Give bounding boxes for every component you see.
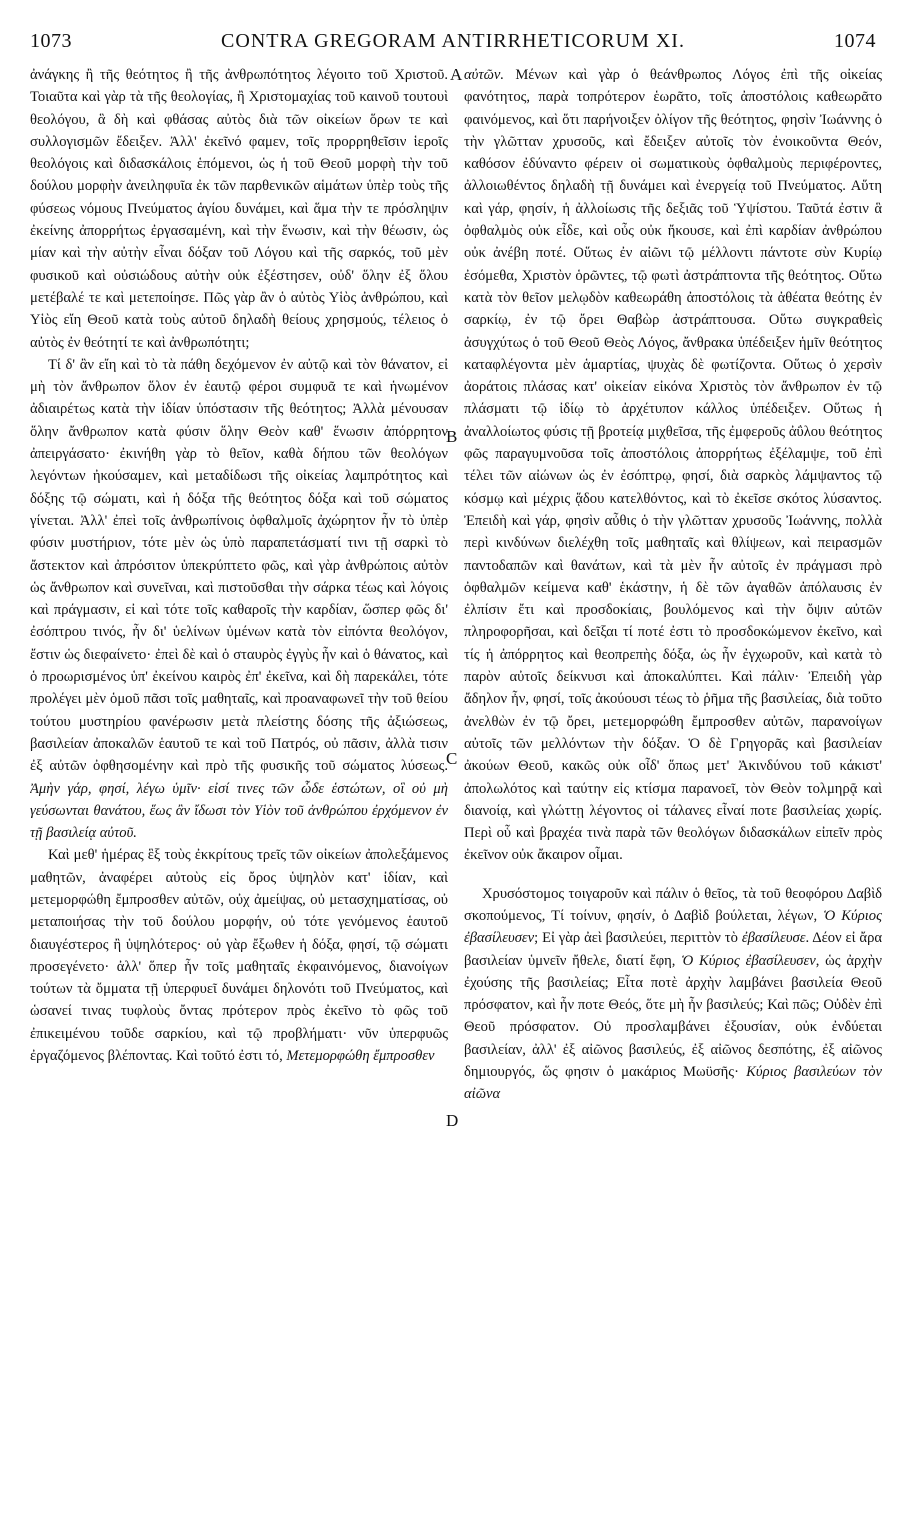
- paragraph-text: Μένων καὶ γὰρ ὁ θεάνθρωπος Λόγος ἐπὶ τῆς οἰκείας φανότητος, παρὰ τοπρότερον ἑωρᾶτο, τοῖς ἀποστόλοις καθεωρᾶτο φαινόμενος, καὶ ὅτι παρήνοιξεν ὀλίγον τῆς θεότητος, φησὶν Ἰωάννης ὁ τὴν γλῶτταν χρυσοῦς, καὶ ἔδειξεν αὐτοῖς τὸν ἐνοικοῦντα Θεόν, καθόσον ἐδύναντο φέρειν οἱ σωματικοὺς ὀφθαλμοὺς περιφέροντες, ἀλλοιωθέντος δηλαδὴ τῇ δυνάμει καὶ ἐνεργείᾳ τοῦ Πνεύματος. Αὕτη καὶ γάρ, φησίν, ἡ ἀλλοίωσις τῆς δεξιᾶς τοῦ Ὑψίστου. Ταῦτά ἐστιν ἃ ὀφθαλμὸς οὐκ εἶδε, καὶ οὖς οὐκ ἤκουσε, καὶ ἐπὶ καρδίαν ἀνθρώπου οὐκ ἀνέβη ποτέ. Οὕτως ἐν αἰῶνι τῷ μέλλοντι πάντοτε σὺν Κυρίῳ ἐσόμεθα, Χριστὸν ὁρῶντες, τῷ φωτὶ ἀστράπτοντα τῆς θεότητος. Οὕτω κατὰ τὸν θεῖον μελῳδὸν καθεωράθη ἀποστόλοις τὰ ἀθέατα θεότης ἐν σαρκίῳ, ἐν τῷ ὄρει Θαβὼρ ἀστράπτουσα. Οὕτω συγκραθεὶς ἀσυγχύτως ὁ τοῦ Θεοῦ Θεὸς Λόγος, ἄνθρακα ὑπέδειξεν ἡμῖν θεότητος καταφλέγοντα μὲν ἁμαρτίας, ψυχὰς δὲ φωτίζοντα. Οὕτως ὁ χερσὶν ἀοράτοις πλάσας κατ' οἰκείαν εἰκόνα Χριστὸς τὸν ἄνθρωπον ἐν τῷ πλάσματι τῷ ἰδίῳ τὸ ἀρχέτυπον κάλλος ὑπέδειξεν. Οὕτως ἡ ἀναλλοίωτος φύσις τῇ βροτείᾳ μιχθεῖσα, τῆς ἐμφεροῦς ἀΰλου θεότητος φῶς παραγυμνοῦσα τοῖς ἀποστόλοις ἀπορρήτως ἐξέλαμψε, τοῦ ἐπὶ τέλει τῶν αἰώνων ὡς ἐν ἐσόπτρῳ, φησί, διὰ σαρκὸς λάμψαντος τῷ κόσμῳ καὶ μέχρις ᾅδου κατελθόντος, καὶ τὸ ἐκεῖσε σκότος λύσαντος. Ἐπειδὴ καὶ γάρ, φησὶν αὖθις ὁ τὴν γλῶτταν χρυσοῦς Ἰωάννης, πολλὰ περὶ κινδύνων διελέχθη τοῖς μαθηταῖς καὶ θλίψεων, καὶ πειρασμῶν παντοδαπῶν καὶ θανάτων, καὶ τὰ μὲν ἦν αὐτοῖς ἐν πράγμασι πρὸ ὀφθαλμῶν κείμενα καθ' ἑκάστην, ἡ δὲ τῶν ἀγαθῶν ἀπόλαυσις ἐν ἐλπίσιν ἔτι καὶ προσδοκίαις, βουλόμενος καὶ τὴν ὄψιν αὐτῶν πληροφορῆσαι, καὶ δεῖξαι τί ποτέ ἐστι τὸ προσδοκώμενον ἐκεῖνο, καὶ τίς ἡ ἀπόρρητος καὶ θεοπρεπὴς δόξα, ὡς ἦν ἐγχωροῦν, καὶ κατὰ τὸ παρὸν αὐτοῖς δείκνυσι καὶ ἀποκαλύπτει. Καὶ πάλιν· Ἐπειδὴ γὰρ ἄδηλον ἦν, φησί, τοῖς ἀκούουσι τέως τὸ ῥῆμα τῆς βασιλείας, διὰ τοῦτο ἀνελθὼν ἐν τῷ ὄρει, μετεμορφώθη ἔμπροσθεν αὐτῶν, παρανοίγων αὐτοῖς τῶν μελλόντων τὴν δόξαν. Ὁ δὲ Γρηγορᾶς καὶ βασιλείαν ἀκούων Θεοῦ, κακῶς οὐκ οἶδ' ὅπως μετ' Ἀκινδύνου τοῦ κάκιστ' ἀπολωλότος καὶ ταύτην εἰς κτίσμα παρανοεῖ, τὸν Θεὸν τολμηρᾷ καὶ διανοίᾳ, καὶ γλώττῃ λέγοντος οἱ τάλανες εἶναί ποτε βασιλείας χωρίς. Περὶ οὗ καὶ βραχέα τινὰ παρὰ τῶν θεολόγων διδασκάλων εἰπεῖν πρὸς ἐκεῖνον οὐκ ἄκαιρον οἶμαι.: [464, 67, 882, 864]
- scripture-quote: ἐβασίλευσε: [741, 930, 806, 947]
- paragraph: [30, 354, 448, 845]
- paragraph-text: ; Εἰ γὰρ ἀεὶ βασιλεύει, περιττὸν τὸ: [534, 930, 738, 947]
- page-number-left: 1073: [30, 30, 72, 52]
- page-number-right: 1074: [834, 30, 876, 52]
- left-column: [30, 64, 448, 1534]
- paragraph-text: Χρυσόστομος τοιγαροῦν καὶ πάλιν ὁ θεῖος, τὰ τοῦ θεοφόρου Δαβὶδ σκοπούμενος, Τί τοίνυν, φησίν, ὁ Δαβὶδ βούλεται, λέγων,: [464, 885, 882, 924]
- paragraph-text: . Δέον εἰ ἄρα βασιλείαν ὑμνεῖν ἤθελε, διατί ἔφη,: [464, 930, 882, 969]
- paragraph-text: , ὡς ἀρχὴν ἐχούσης τῆς βασιλείας; Εἶτα ποτὲ ἀρχὴν λαμβάνει βασιλεία Θεοῦ πρόσφατον, καὶ ἦν ποτε Θεός, ὅτε μὴ ἦν βασιλεύς; Καὶ πῶς; Οὐδὲν ἐπὶ Θεοῦ πρόσφατον. Οὐ προσλαμβάνει ἐξουσίαν, οὐκ ἐνδύεται βασιλείαν, ἀλλ' ἐξ αἰῶνος βασιλεύς, ἐξ αἰῶνος δεσπότης, ἐξ αἰῶνος δημιουργός, ὥς φησιν ὁ μακάριος Μωϋσῆς·: [464, 952, 882, 1081]
- scripture-quote: Ὁ Κύριος ἐβασίλευσεν: [464, 907, 882, 947]
- paragraph: ἀνάγκης ἢ τῆς θεότητος ἢ τῆς ἀνθρωπότητος λέγοιτο τοῦ Χριστοῦ. Τοιαῦτα καὶ γὰρ τὰ τῆς θεολογίας, ἢ Χριστομαχίας τοῦ καινοῦ τουτουὶ θεολόγου, ἃ δὴ καὶ φθάσας αὐτὸς διὰ τῶν οἰκείων ὅρων τε καὶ συλλογισμῶν ἔδειξεν. Ἀλλ' ἐκεῖνό φαμεν, τοῖς προρρηθεῖσιν ἱεροῖς θεολόγοις καὶ διδασκάλοις ἑπόμενοι, ὡς ἡ τοῦ Θεοῦ μορφὴ τὴν τοῦ δούλου μορφὴν ἀνειληφυῖα ἐκ τῶν παρθενικῶν αἱμάτων ὑπὲρ τοὺς τῆς φύσεως νόμους Πνεύματος ἁγίου δυνάμει, καὶ ἅμα τὴν τε πρόσληψιν ἐκείνης ἀπορρήτως ἐργασαμένη, καὶ τὴν ἕνωσιν, καὶ τὴν θέωσιν, ὡς μίαν καὶ τὴν αὐτὴν εἶναι δόξαν τοῦ Λόγου καὶ τῆς σαρκός, τοῦ μὲν φυσικοῦ καὶ οὐσιώδους αὐτὴν οὐκ ἐξέστησεν, οὐδ' ὅλην ἐξ ὅλου μετέβαλέ τε καὶ μετεποίησε. Πῶς γὰρ ἂν ὁ αὐτὸς Υἱὸς ἀνθρώπου, καὶ Υἱὸς εἴη Θεοῦ κατὰ τοὺς αὐτοῦ δηλαδὴ θείους χρησμούς, τέλειος ὁ αὐτὸς ἐν θεότητί τε καὶ ἀνθρωπότητι;: [30, 67, 448, 351]
- margin-marker-b: B: [446, 427, 458, 446]
- scripture-quote: Ἀμὴν γάρ, φησί, λέγω ὑμῖν· εἰσί τινες τῶν ὧδε ἑστώτων, οἳ οὐ μὴ γεύσωνται θανάτου, ἕως ἂν ἴδωσι τὸν Υἱὸν τοῦ ἀνθρώπου ἐρχόμενον ἐν τῇ βασιλείᾳ αὐτοῦ.: [30, 780, 448, 842]
- right-column: [464, 64, 882, 1534]
- paragraph: [464, 883, 882, 1106]
- scripture-quote: Κύριος βασιλεύων τὸν αἰῶνα: [464, 1064, 882, 1103]
- margin-marker-c: C: [446, 749, 458, 768]
- scripture-quote: Ὁ Κύριος ἐβασίλευσεν: [681, 952, 816, 969]
- margin-marker-d: D: [446, 1111, 459, 1130]
- paragraph-text: Τί δ' ἂν εἴη καὶ τὸ τὰ πάθη δεχόμενον ἐν αὐτῷ καὶ τὸν θάνατον, εἰ μὴ τὸν ἄνθρωπον ὅλον ἐν ἑαυτῷ φέροι συμφυᾶ τε καὶ ἡνωμένον ἀδιαιρέτως κατὰ τὴν ἰδίαν ὑπόστασιν τῆς θεότητος; Ἀλλὰ μένουσαν ὅλην ἄνθρωπον κατὰ φύσιν ὅλην Θεὸν καθ' ἕνωσιν ἀπόρρητον ἀπειργάσατο· ἐκινήθη γὰρ τὸ θεῖον, καθὰ δήπου τῶν θεολόγων λεγόντων ἠκούσαμεν, καὶ μεταδίδωσι τῆς οἰκείας λαμπρότητος καὶ δόξης τῷ σώματι, καὶ ἡ δόξα τῆς θεότητος δόξα καὶ τοῦ σώματος γίνεται. Ἀλλ' ἐπεὶ τοῖς ἀνθρωπίνοις ὀφθαλμοῖς ἀχώρητον ἦν τὸ ὑπὲρ φύσιν μυστήριον, τότε μὲν ὡς ὑπὸ παραπετάσματί τινι τῇ σαρκὶ τὸ ἄστεκτον καὶ ἀπρόσιτον ὑπεκρύπτετο φῶς, καὶ γὰρ ἀνθρώποις αὐτὸν ὡς ἄνθρωπον καὶ συνεῖναι, καὶ πιστοῦσθαι τὴν σάρκα τέως καὶ λόγοις καὶ πράγμασιν, εἰ καὶ τότε τοῖς καθαροῖς τὴν καρδίαν, ὥσπερ φῶς δι' ἐσόπτρου τινός, ἦν δι' ὑελίνων ὑμένων κατὰ τὸν εἰπόντα θεολόγον, ἔστιν ὡς διεφαίνετο· ἐπεὶ δὲ καὶ ὁ σταυρὸς ἐγγὺς ἦν καὶ ὁ θάνατος, καὶ ὁ προωρισμένος ὑπ' ἐκείνου καιρὸς ἐπ' ἐκεῖνα, καὶ δὴ παρεκάλει, τότε προλέγει μὲν ὁμοῦ πᾶσι τοῖς μαθηταῖς, καὶ προαναφωνεῖ τὴν τοῦ θείου τούτου μυστηρίου φανέρωσιν μετὰ πλείστης δόσης τῆς ἀξιώσεως, βασιλείαν ἀποκαλῶν ἑαυτοῦ τε καὶ τοῦ Πατρός, οὐ πᾶσιν, ἀλλὰ τισιν ἐξ αὐτῶν ὀφθησομένην καὶ πρὸ τῆς φυσικῆς τοῦ σώματος λύσεως.: [30, 356, 448, 775]
- scripture-quote: αὐτῶν.: [464, 67, 505, 83]
- running-head: [30, 30, 876, 56]
- running-title: CONTRA GREGORAM ANTIRRHETICORUM XI.: [221, 30, 685, 52]
- paragraph: [30, 844, 448, 1067]
- scripture-quote: Μετεμορφώθη ἔμπροσθεν: [286, 1048, 435, 1065]
- paragraph: [464, 64, 882, 867]
- paragraph-text: Καὶ μεθ' ἡμέρας ἓξ τοὺς ἐκκρίτους τρεῖς τῶν οἰκείων ἀπολεξάμενος μαθητῶν, ἀναφέρει αὐτοὺς εἰς ὄρος ὑψηλὸν κατ' ἰδίαν, καὶ μετεμορφώθη ἔμπροσθεν αὐτῶν, οὐχ ἀμείψας, οὐ μετασχηματίσας, οὐ μεταποιήσας τὴν τοῦ δούλου μορφήν, οὐ τότε γενόμενος ἑαυτοῦ διαυγέστερος ἢ ὑψηλότερος· οὐ γὰρ ἔξωθεν ἡ δόξα, φησί, τῷ σώματι προσεγένετο· ἀλλ' ὅπερ ἦν τοῖς μαθηταῖς ἐκφαινόμενος, διανοίγων τούτων τὰ ὄμματα τῇ ὑπερφυεῖ δυνάμει δηλονότι τοῦ Πνεύματος, καὶ ὡσανεί τινας τυφλοὺς ὄντας πρότερον πρὸς ἐκεῖνο τὸ φῶς τοῦ ἐπικειμένου τοῦδε σαρκίου, καὶ τῷ προβλήματι· νῦν ὑπερφυῶς ἐργαζόμενος βλέποντας. Καὶ τοῦτό ἐστι τό,: [30, 847, 448, 1065]
- margin-marker-a: A: [450, 65, 463, 84]
